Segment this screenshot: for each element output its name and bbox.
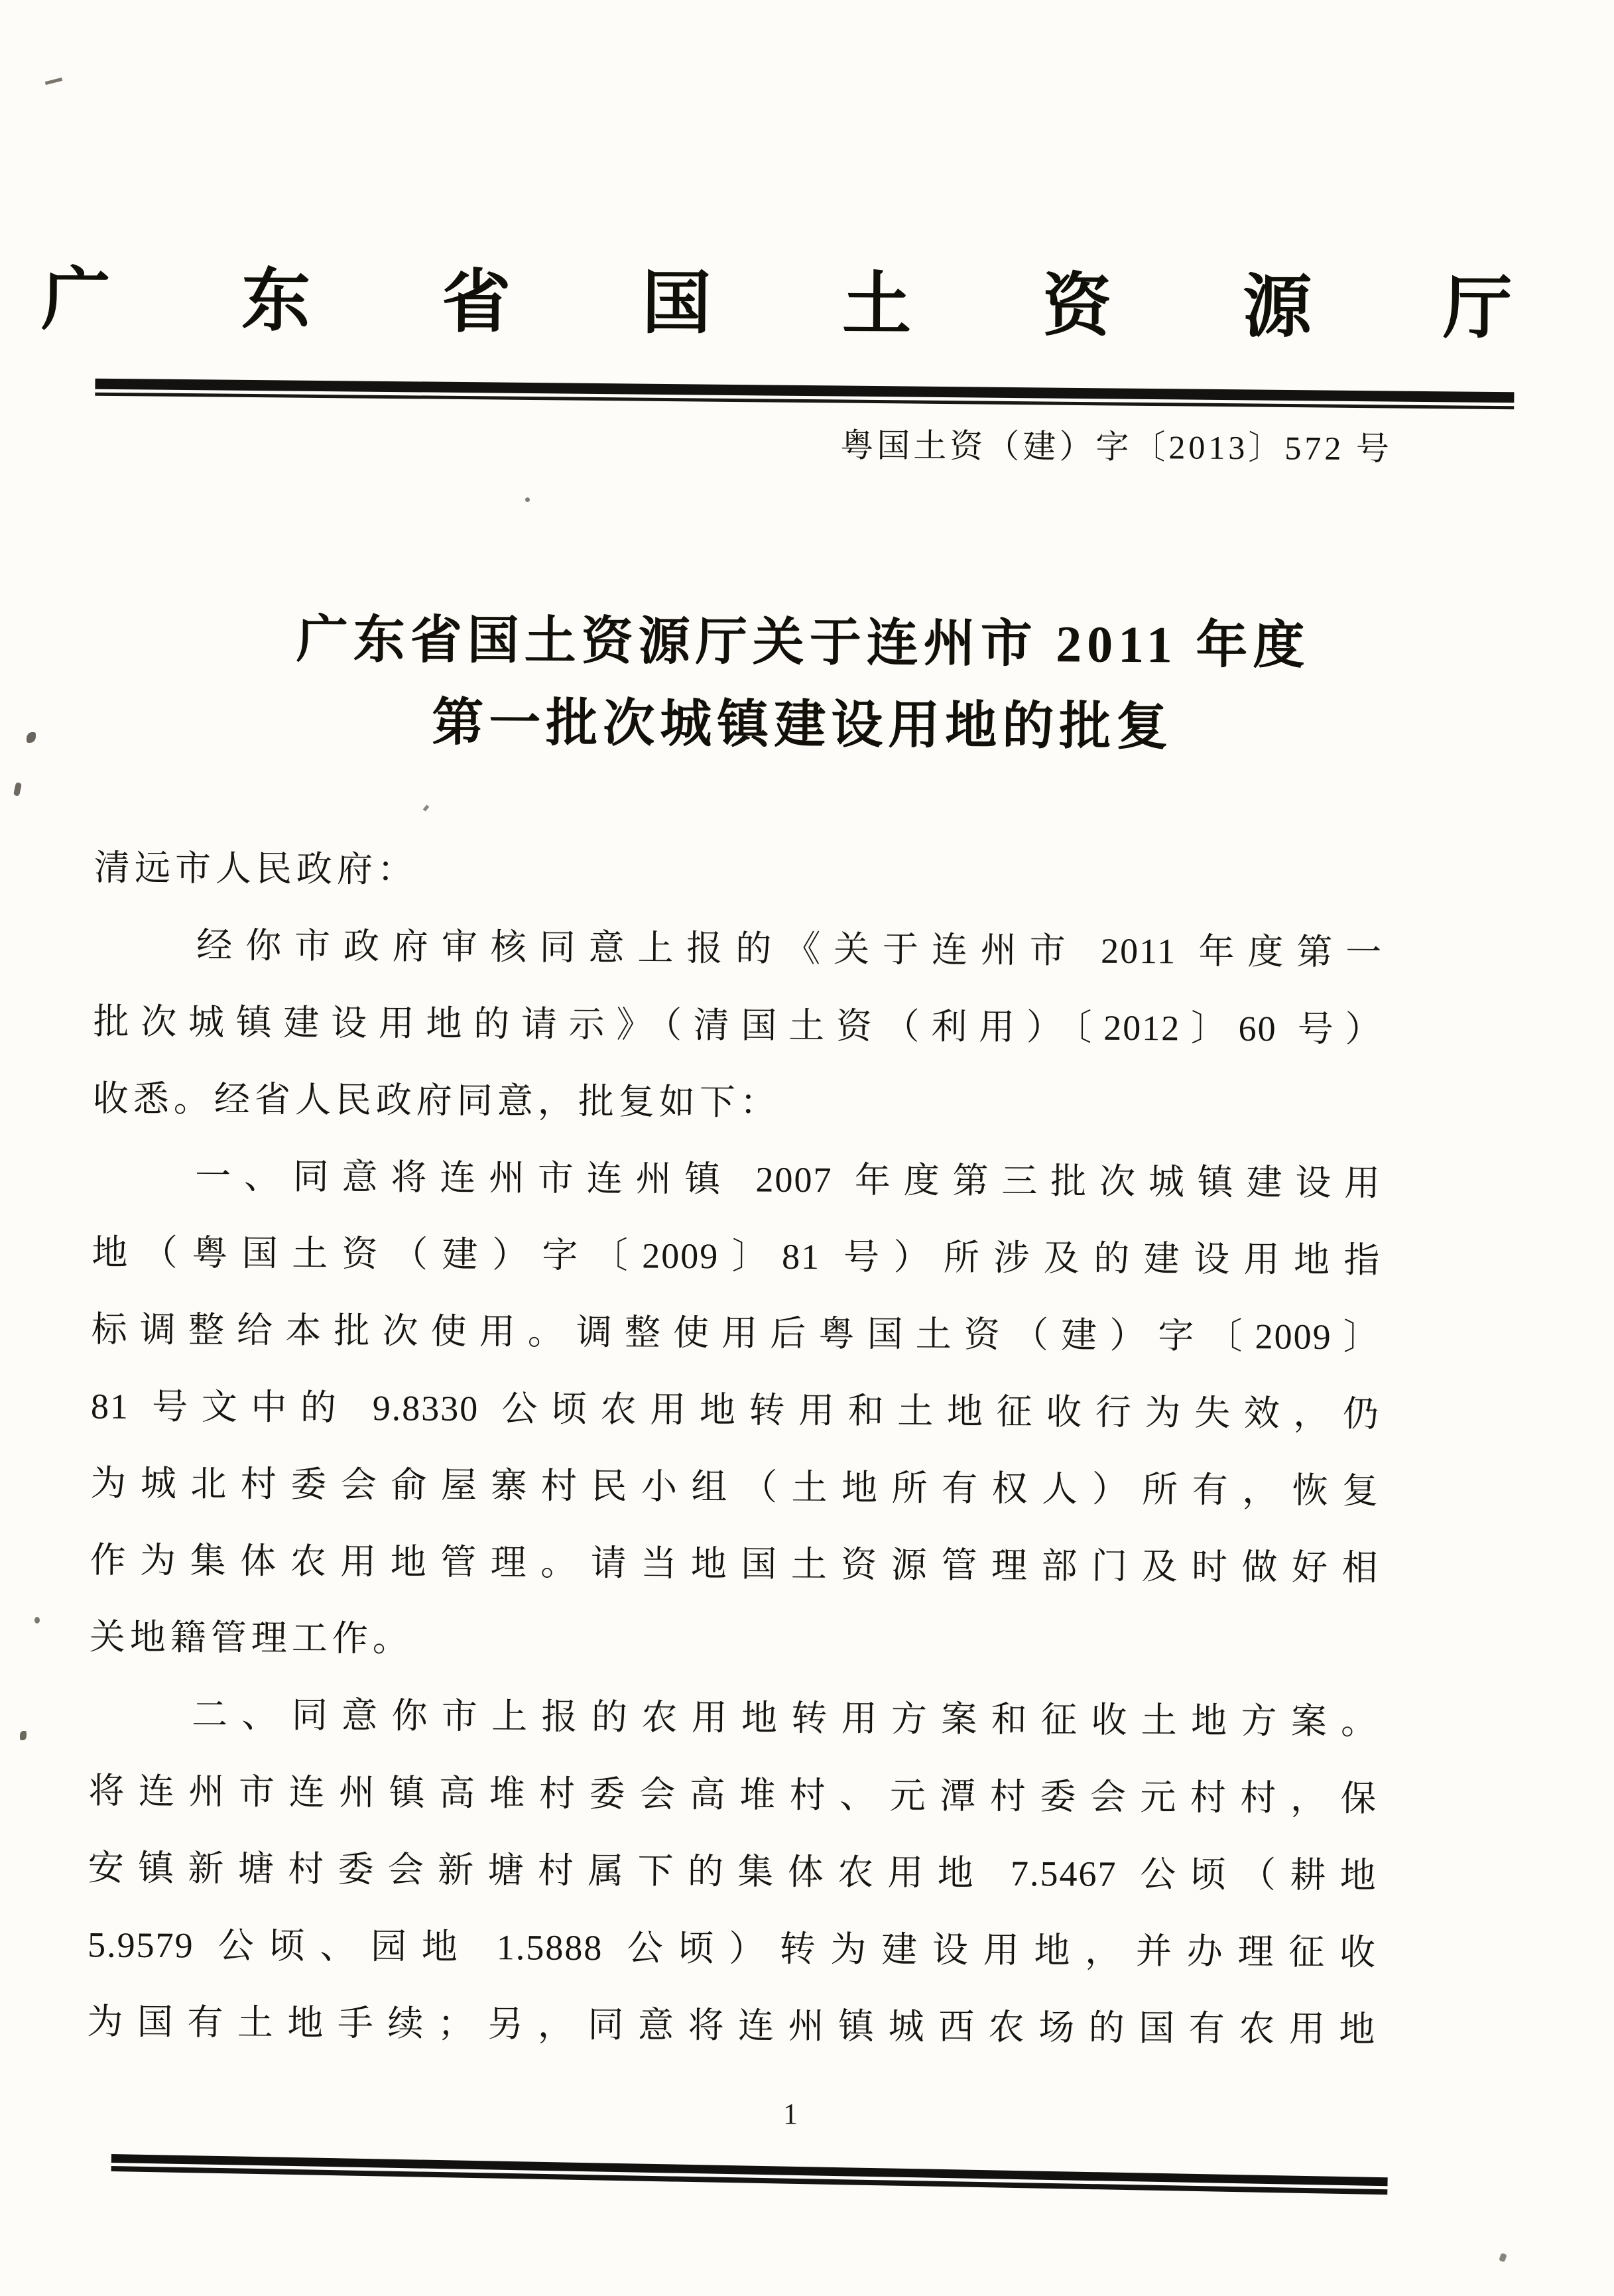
body-line: 标调整给本批次使用。调整使用后粤国土资（建）字〔2009〕	[91, 1309, 1381, 1358]
scan-artifact	[34, 1617, 40, 1624]
document-number: 粤国土资（建）字〔2013〕572 号	[840, 426, 1393, 468]
scan-artifact	[525, 497, 530, 502]
agency-name: 广 东 省 国 土 资 源 厅	[40, 261, 1570, 348]
body-line: 经你市政府审核同意上报的《关于连州市 2011 年度第一	[196, 925, 1383, 973]
document-title-line-1: 广东省国土资源厅关于连州市 2011 年度	[296, 610, 1310, 674]
document-title	[0, 596, 1610, 771]
footer-divider	[111, 2154, 1388, 2195]
scan-artifact	[1499, 2253, 1507, 2262]
body-line: 关地籍管理工作。	[89, 1617, 414, 1659]
body-line: 为国有土地手续；另，同意将连州镇城西农场的国有农用地	[87, 2002, 1377, 2050]
body-line: 一、同意将连州市连州镇 2007 年度第三批次城镇建设用	[194, 1156, 1382, 1204]
document-title-line-2: 第一批次城镇建设用地的批复	[432, 693, 1174, 756]
body-line: 安镇新塘村委会新塘村属下的集体农用地 7.5467 公顷（耕地	[88, 1848, 1377, 1896]
body-line: 清远市人民政府：	[93, 848, 418, 890]
scan-artifact	[20, 1731, 27, 1740]
header-divider	[95, 379, 1514, 410]
body-line: 批次城镇建设用地的请示》（清国土资（利用）〔2012〕60 号）	[93, 1001, 1383, 1050]
body-line: 二、同意你市上报的农用地转用方案和征收土地方案。	[192, 1694, 1379, 1742]
body-line: 81 号文中的 9.8330 公顷农用地转用和土地征收行为失效，仍	[90, 1386, 1381, 1435]
body-line: 将连州市连州镇高堆村委会高堆村、元潭村委会元村村，保	[88, 1771, 1378, 1819]
body-line: 收悉。经省人民政府同意，批复如下：	[92, 1078, 781, 1123]
page-number: 1	[783, 2098, 798, 2130]
body-line: 作为集体农用地管理。请当地国土资源管理部门及时做好相	[90, 1540, 1379, 1588]
body-line: 为城北村委会俞屋寨村民小组（土地所有权人）所有，恢复	[90, 1463, 1380, 1511]
body-line: 地（粤国土资（建）字〔2009〕81 号）所涉及的建设用地指	[92, 1232, 1381, 1281]
body-line: 5.9579 公顷、园地 1.5888 公顷）转为建设用地，并办理征收	[87, 1925, 1377, 1973]
document-body	[87, 829, 1383, 2068]
